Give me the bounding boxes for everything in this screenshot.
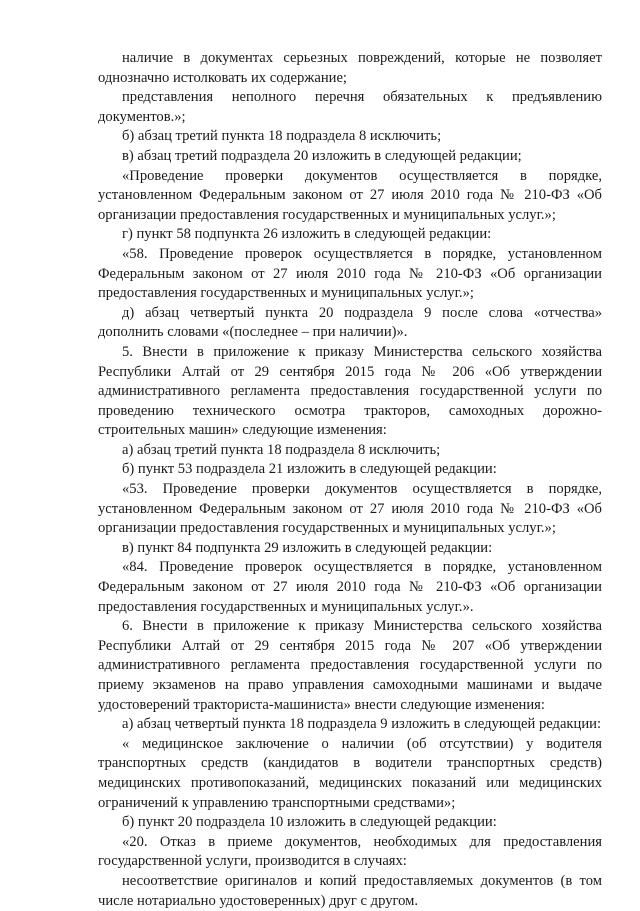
paragraph-5: «Проведение проверки документов осуществляется в порядке, установленном Федеральным законом от 27 июля 2010 года № 210-ФЗ «Об организации предоставления государственных и муниципальных услуг.»; <box>98 167 602 223</box>
paragraph-20: несоответствие оригиналов и копий предоставляемых документов (в том числе нотариально удостоверенных) друг с другом. <box>98 872 602 909</box>
paragraph-8: д) абзац четвертый пункта 20 подраздела 9 после слова «отчества» дополнить словами «(последнее – при наличии)». <box>98 304 602 341</box>
paragraph-9: 5. Внести в приложение к приказу Министерства сельского хозяйства Республики Алтай от 29 сентября 2015 года № 206 «Об утверждении административного регламента предоставления государственной услуги по проведению технического осмотра тракторов, самоходных дорожно-строительных машин» следующие изменения: <box>98 343 602 439</box>
paragraph-4: в) абзац третий подраздела 20 изложить в следующей редакции; <box>122 147 522 164</box>
paragraph-12: «53. Проведение проверки документов осуществляется в порядке, установленном Федеральным законом от 27 июля 2010 года № 210-ФЗ «Об организации предоставления государственных и муниципальных услуг.»; <box>98 481 602 537</box>
paragraph-10: а) абзац третий пункта 18 подраздела 8 исключить; <box>122 441 441 458</box>
paragraph-19: «20. Отказ в приеме документов, необходимых для предоставления государственной услуги, производится в случаях: <box>98 833 602 870</box>
paragraph-1: наличие в документах серьезных повреждений, которые не позволяет однозначно истолковать их содержание; <box>98 50 602 86</box>
paragraph-14: «84. Проведение проверок осуществляется в порядке, установленном Федеральным законом от 27 июля 2010 года № 210-ФЗ «Об организации предоставления государственных и муниципальных услуг.». <box>98 559 602 615</box>
paragraph-11: б) пункт 53 подраздела 21 изложить в следующей редакции: <box>122 461 497 478</box>
paragraph-16: а) абзац четвертый пункта 18 подраздела 9 изложить в следующей редакции: <box>122 716 601 733</box>
paragraph-2: представления неполного перечня обязательных к предъявлению документов.»; <box>98 89 602 125</box>
paragraph-7: «58. Проведение проверок осуществляется в порядке, установленном Федеральным законом от 27 июля 2010 года № 210-ФЗ «Об организации предоставления государственных и муниципальных услуг.»; <box>98 245 602 302</box>
paragraph-15: 6. Внести в приложение к приказу Министерства сельского хозяйства Республики Алтай от 29 сентября 2015 года № 207 «Об утверждении административного регламента предоставления государственной услуги по приему экзаменов на право управления самоходными машинами и выдаче удостоверений тракториста-машиниста» внести следующие изменения: <box>98 618 602 713</box>
paragraph-3: б) абзац третий пункта 18 подраздела 8 исключить; <box>122 128 442 145</box>
paragraph-13: в) пункт 84 подпункта 29 изложить в следующей редакции: <box>122 539 493 556</box>
paragraph-18: б) пункт 20 подраздела 10 изложить в следующей редакции: <box>122 814 497 831</box>
paragraph-6: г) пункт 58 подпункта 26 изложить в следующей редакции: <box>122 226 492 243</box>
paragraph-17: « медицинское заключение о наличии (об отсутствии) у водителя транспортных средств (кандидатов в водители транспортных средств) медицинских противопоказаний, медицинских показаний или медицинских ограничений к управлению транспортными средствами»; <box>98 735 602 811</box>
